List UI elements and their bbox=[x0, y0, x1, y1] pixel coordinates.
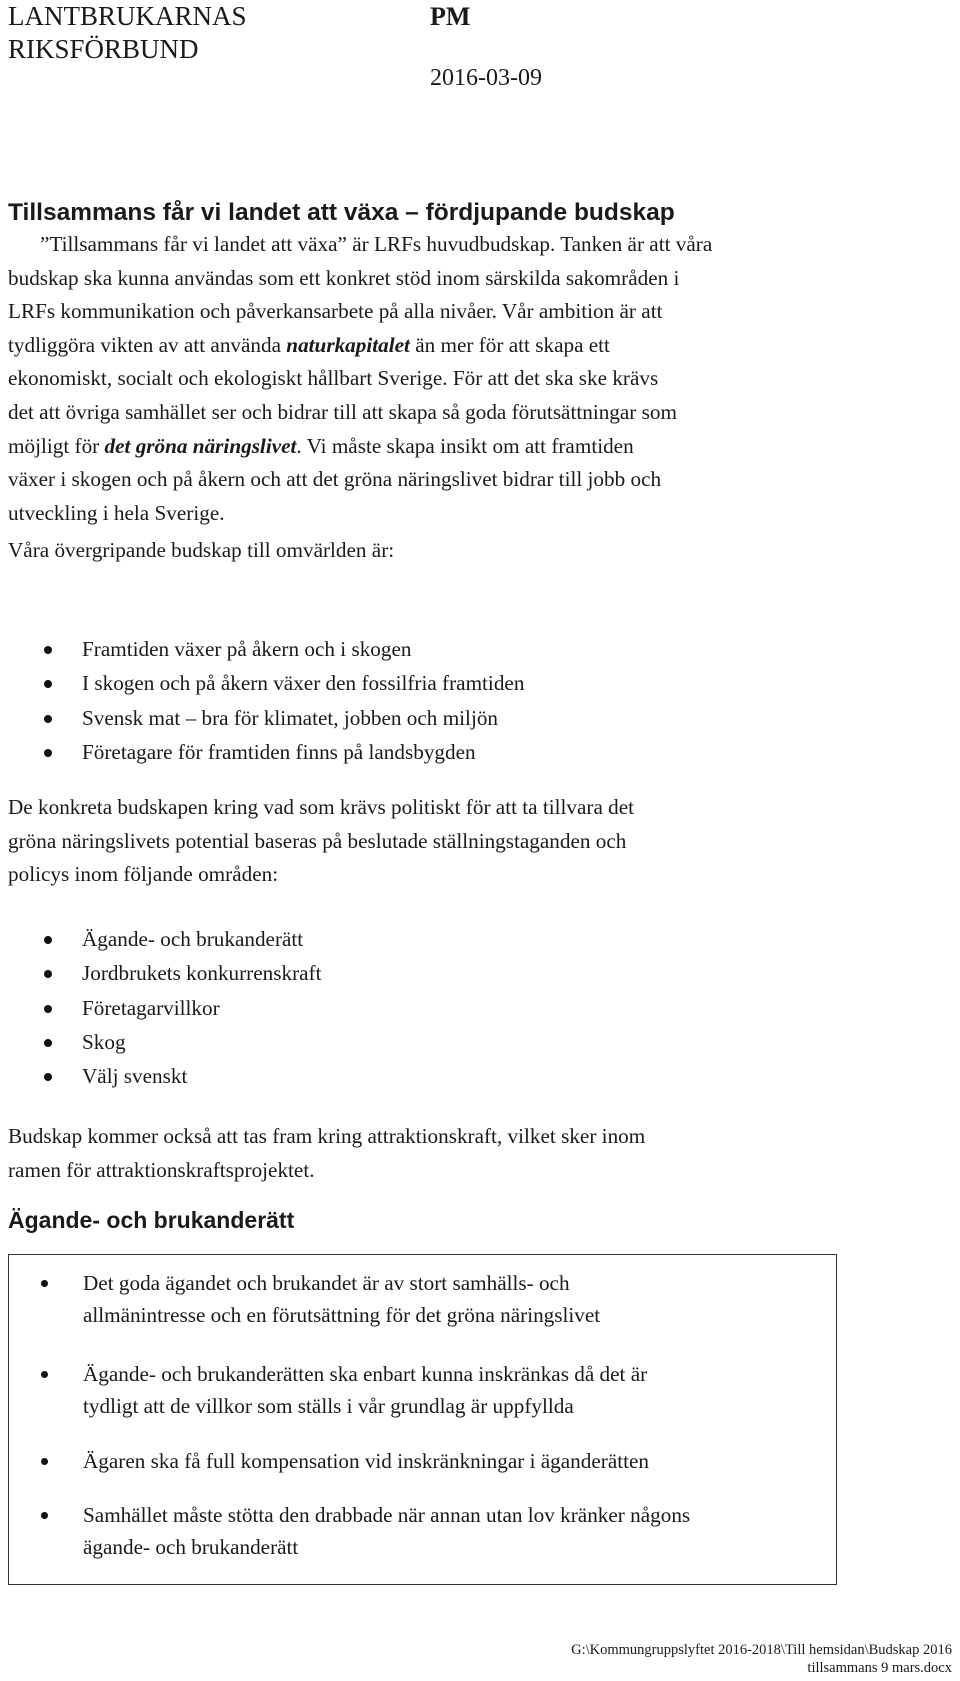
point-line: Det goda ägandet och brukandet är av stort samhälls- och bbox=[83, 1271, 570, 1295]
concrete-list bbox=[8, 922, 321, 1093]
text-run: möjligt för bbox=[8, 433, 105, 458]
list-item: Ägande- och brukanderätt bbox=[8, 922, 321, 956]
intro-line: ”Tillsammans får vi landet att växa” är LRFs huvudbudskap. Tanken är att våra bbox=[40, 232, 713, 256]
page-title: Tillsammans får vi landet att växa – fördjupande budskap bbox=[8, 199, 675, 226]
footer-path: G:\Kommungruppslyftet 2016-2018\Till hemsidan\Budskap 2016 bbox=[571, 1642, 952, 1658]
list-item: I skogen och på åkern växer den fossilfria framtiden bbox=[8, 666, 524, 700]
intro-line: LRFs kommunikation och påverkansarbete på alla nivåer. Vår ambition är att bbox=[8, 299, 663, 324]
footer-file: tillsammans 9 mars.docx bbox=[807, 1660, 952, 1676]
attraction-line: ramen för attraktionskraftsprojektet. bbox=[8, 1157, 315, 1182]
concrete-paragraph bbox=[8, 791, 948, 892]
point-line: Ägande- och brukanderätten ska enbart kunna inskränkas då det är bbox=[83, 1362, 648, 1386]
section-points-box bbox=[8, 1254, 837, 1585]
point-line: Ägaren ska få full kompensation vid inskränkningar i äganderätten bbox=[83, 1449, 650, 1473]
org-line-1: LANTBRUKARNAS bbox=[8, 1, 247, 31]
emphasis-naturkapitalet: naturkapitalet bbox=[286, 332, 410, 357]
intro-line: budskap ska kunna användas som ett konkret stöd inom särskilda sakområden i bbox=[8, 265, 680, 290]
list-item: Företagarvillkor bbox=[8, 991, 321, 1025]
point-line: ägande- och brukanderätt bbox=[83, 1535, 299, 1559]
list-item bbox=[9, 1267, 600, 1331]
emphasis-grona-naringslivet: det gröna näringslivet bbox=[104, 433, 297, 458]
list-item bbox=[9, 1445, 649, 1477]
list-item: Skog bbox=[8, 1025, 321, 1059]
text-run: tydliggöra vikten av att använda bbox=[8, 332, 287, 357]
organization-name bbox=[8, 0, 247, 66]
overarching-list bbox=[8, 632, 524, 769]
list-item: Välj svenskt bbox=[8, 1059, 321, 1093]
concrete-line: gröna näringslivets potential baseras på beslutade ställningstaganden och bbox=[8, 828, 627, 853]
overarching-lead: Våra övergripande budskap till omvärlden är: bbox=[8, 538, 395, 562]
intro-line: det att övriga samhället ser och bidrar till att skapa så goda förutsättningar som bbox=[8, 399, 677, 424]
list-item: Framtiden växer på åkern och i skogen bbox=[8, 632, 524, 666]
section-heading: Ägande- och brukanderätt bbox=[8, 1207, 295, 1233]
text-run: än mer för att skapa ett bbox=[409, 332, 610, 357]
intro-line bbox=[8, 329, 948, 363]
org-line-2: RIKSFÖRBUND bbox=[8, 34, 199, 64]
list-item: Svensk mat – bra för klimatet, jobben och miljön bbox=[8, 701, 524, 735]
list-item bbox=[9, 1499, 690, 1563]
list-item bbox=[9, 1358, 647, 1422]
intro-line bbox=[8, 430, 948, 464]
file-path-footer bbox=[571, 1641, 952, 1677]
document-type: PM bbox=[430, 2, 471, 31]
intro-paragraph bbox=[8, 228, 948, 530]
concrete-line: policys inom följande områden: bbox=[8, 862, 279, 887]
list-item: Jordbrukets konkurrenskraft bbox=[8, 956, 321, 990]
document-date: 2016-03-09 bbox=[430, 65, 542, 91]
list-item: Företagare för framtiden finns på landsbygden bbox=[8, 735, 524, 769]
point-line: tydligt att de villkor som ställs i vår grundlag är uppfyllda bbox=[83, 1394, 574, 1418]
point-line: Samhället måste stötta den drabbade när annan utan lov kränker någons bbox=[83, 1503, 691, 1527]
concrete-line: De konkreta budskapen kring vad som krävs politiskt för att ta tillvara det bbox=[8, 795, 635, 819]
point-line: allmänintresse och en förutsättning för det gröna näringslivet bbox=[83, 1303, 601, 1327]
intro-line: utveckling i hela Sverige. bbox=[8, 500, 225, 525]
attraction-line: Budskap kommer också att tas fram kring attraktionskraft, vilket sker inom bbox=[8, 1124, 646, 1148]
text-run: . Vi måste skapa insikt om att framtiden bbox=[296, 433, 634, 458]
intro-line: växer i skogen och på åkern och att det gröna näringslivet bidrar till jobb och bbox=[8, 467, 662, 492]
attraction-paragraph bbox=[8, 1120, 948, 1187]
intro-line: ekonomiskt, socialt och ekologiskt hållbart Sverige. För att det ska ske krävs bbox=[8, 366, 659, 391]
